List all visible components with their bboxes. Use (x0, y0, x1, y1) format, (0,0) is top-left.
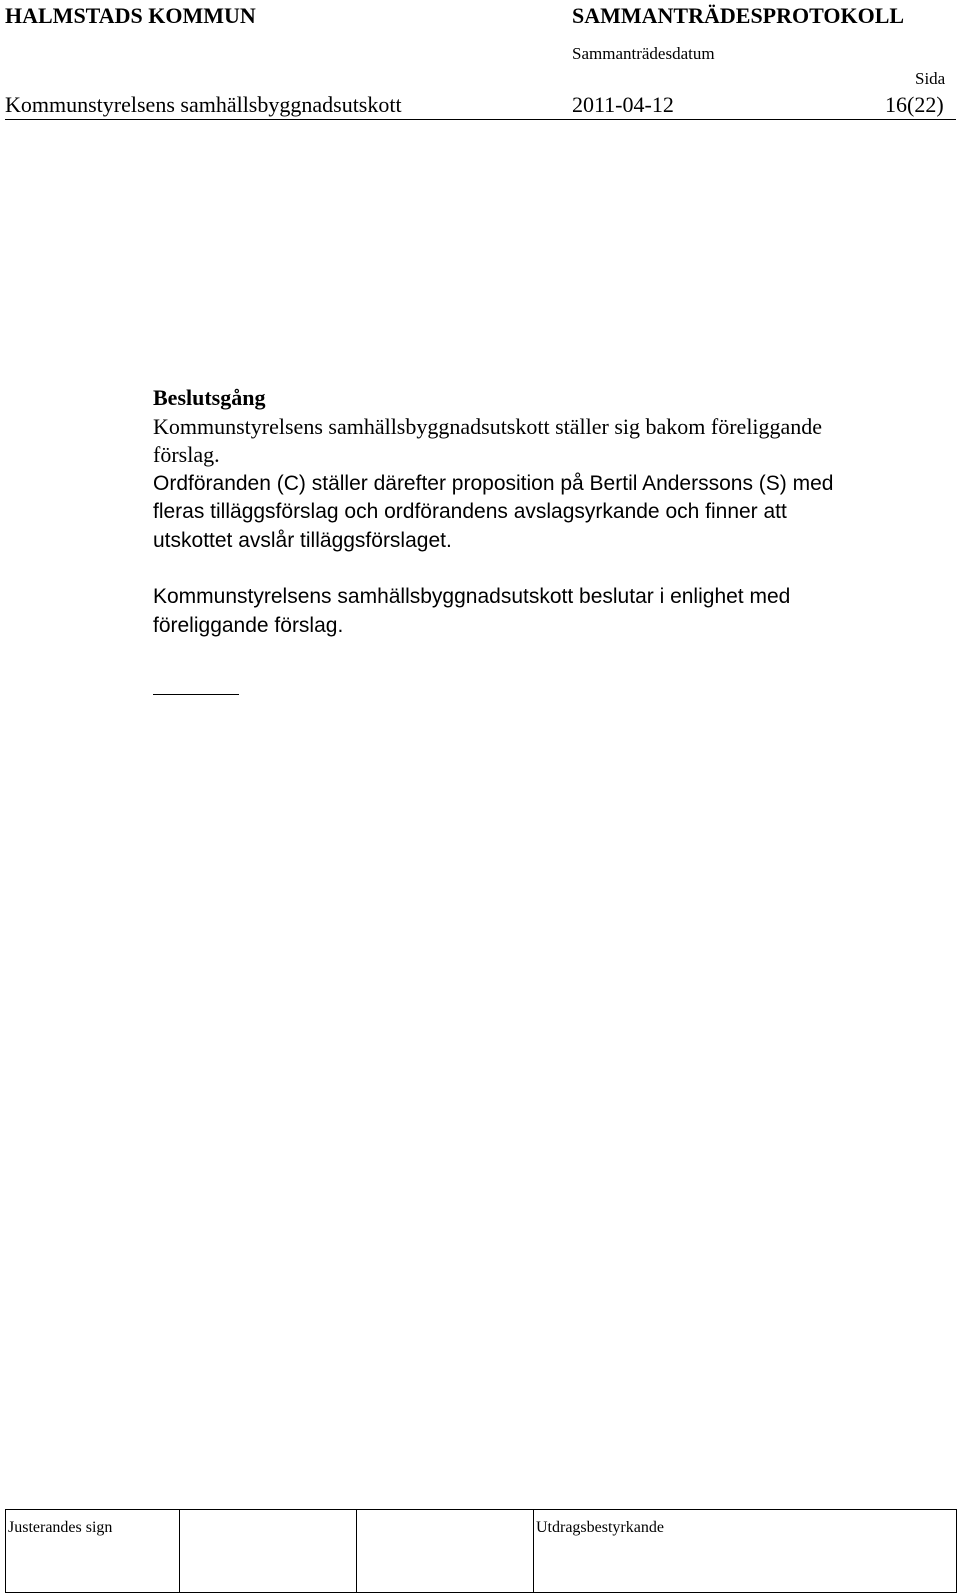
sign-cell-2 (180, 1510, 357, 1593)
page-label: Sida (915, 69, 946, 88)
document-type: SAMMANTRÄDESPROTOKOLL (572, 3, 905, 28)
utdragsbestyrkande-label: Utdragsbestyrkande (536, 1519, 664, 1536)
organization-name: HALMSTADS KOMMUN (5, 3, 256, 28)
proposition-paragraph: Ordföranden (C) ställer därefter proposition på Bertil Anderssons (S) med fleras tilläggsförslag och ordförandens avslagsyrkande och finner att utskottet avslår tilläggsförslaget. (153, 471, 834, 552)
page-number: 16(22) (885, 92, 944, 117)
minutes-body (153, 384, 933, 640)
paragraph-spacer (153, 555, 933, 583)
signature-table (5, 1509, 957, 1593)
support-paragraph: Kommunstyrelsens samhällsbyggnadsutskott ställer sig bakom föreliggande förslag. (153, 413, 823, 467)
sign-cell-3 (357, 1510, 534, 1593)
header-divider (5, 119, 956, 120)
utdragsbestyrkande-cell (534, 1510, 957, 1593)
meeting-date-label: Sammanträdesdatum (572, 44, 715, 63)
justerandes-sign-cell (6, 1510, 180, 1593)
committee-name: Kommunstyrelsens samhällsbyggnadsutskott (5, 92, 402, 117)
section-heading: Beslutsgång (153, 385, 266, 410)
decision-paragraph: Kommunstyrelsens samhällsbyggnadsutskott beslutar i enlighet med föreliggande förslag. (153, 585, 791, 637)
meeting-date: 2011-04-12 (572, 92, 674, 117)
justerandes-sign-label: Justerandes sign (8, 1519, 113, 1536)
section-end-rule (153, 694, 239, 695)
